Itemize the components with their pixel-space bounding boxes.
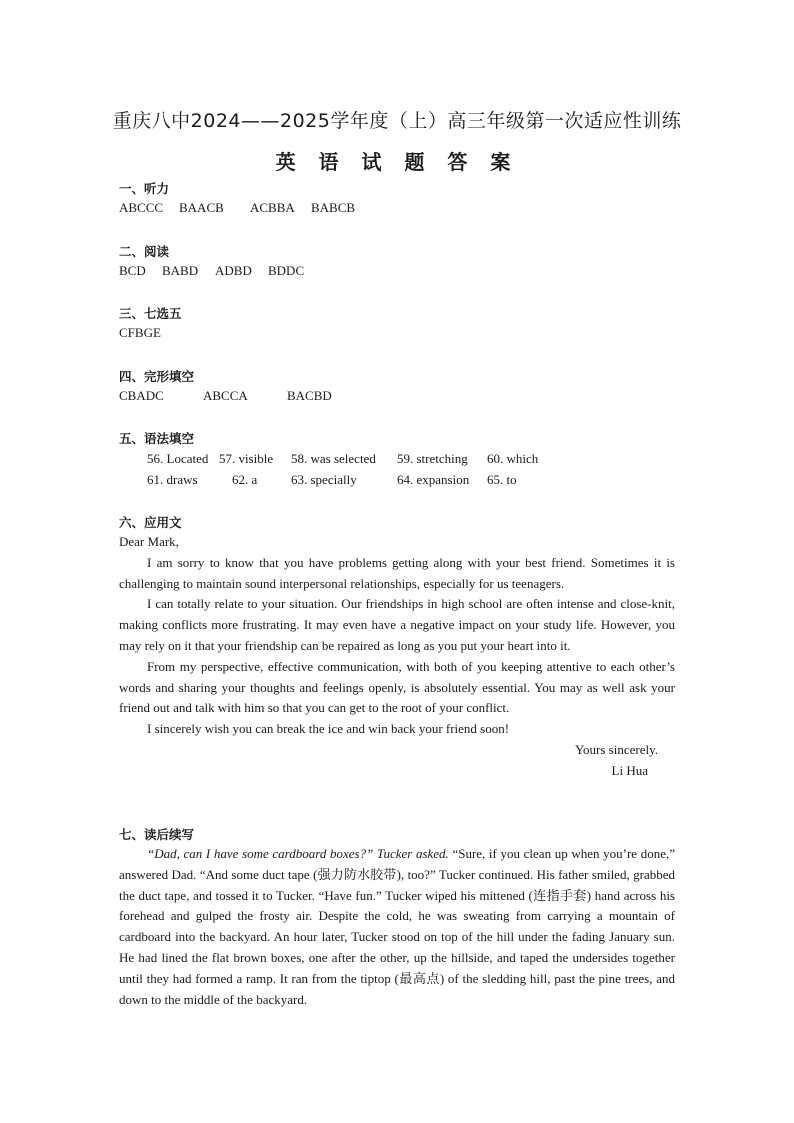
answer-group: BCD	[119, 263, 146, 278]
grammar-answer: 61. draws	[147, 472, 198, 487]
grammar-answer: 64. expansion	[397, 472, 470, 487]
grammar-answer: 62. a	[232, 472, 258, 487]
answer-group: BABD	[162, 263, 199, 278]
grammar-answer: 59. stretching	[397, 451, 468, 466]
answer-group: CBADC	[119, 388, 164, 403]
answer-group: BABCB	[311, 200, 356, 215]
answer-line	[119, 261, 675, 281]
answer-group: BAACB	[179, 200, 224, 215]
section-reading	[119, 243, 675, 281]
letter-signature: Li Hua	[611, 762, 648, 778]
letter-paragraph: I sincerely wish you can break the ice and win back your friend soon!	[147, 721, 510, 737]
section-grammar	[119, 430, 675, 490]
letter-paragraph: I can totally relate to your situation. Our friendships in high school are often intense and close-knit, making conflicts more frustrating. It may even have a negative impact on your study life. However, you may rely on it that your friendship can be repaired as long as you put your heart into it.	[119, 596, 675, 653]
grammar-row	[119, 469, 675, 490]
grammar-answer: 56. Located	[147, 451, 209, 466]
letter-paragraph: I am sorry to know that you have problems getting along with your best friend. Sometimes it is challenging to maintain sound interpersonal relationships, especially for us teenagers.	[119, 554, 675, 591]
section-listening	[119, 180, 675, 218]
letter-salutation: Dear Mark,	[119, 534, 179, 549]
answer-line	[119, 323, 675, 343]
letter-paragraph: From my perspective, effective communication, with both of you keeping attentive to each other’s words and sharing your thoughts and feelings openly, is absolutely essential. You may as well ask your friend out and talk with him so that you can get to the root of your conflict.	[119, 658, 675, 716]
letter-closing: Yours sincerely.	[574, 741, 658, 757]
section-cloze	[119, 368, 675, 406]
section-heading: 四、完形填空	[119, 369, 195, 384]
section-heading: 六、应用文	[119, 515, 182, 530]
section-heading: 五、语法填空	[119, 431, 195, 446]
grammar-answer: 60. which	[487, 451, 539, 466]
story-paragraph	[119, 844, 675, 1010]
answer-group: ACBBA	[250, 200, 295, 215]
answer-group: CFBGE	[119, 325, 161, 340]
document-title: 重庆八中2024——2025学年度（上）高三年级第一次适应性训练	[112, 110, 682, 132]
grammar-row	[119, 448, 675, 469]
section-heading: 二、阅读	[119, 244, 170, 259]
section-applied-writing	[119, 514, 675, 782]
grammar-answer: 63. specially	[291, 472, 357, 487]
section-heading: 七、读后续写	[119, 827, 195, 842]
story-text: “Sure, if you clean up when you’re done,” answered Dad. “And some duct tape (强力防水胶带), too?” Tucker continued. His father smiled, grabbed the duct tape, and tossed it to Tucker. “Have fun.” Tucker wiped his mittened (连指手套) hand across his forehead and gulped the frosty air. Despite the cold, he was sweating from carrying a mountain of cardboard into the backyard. An hour later, Tucker stood on top of the hill under the fading January sun. He had lined the flat brown boxes, one after the other, up the hillside, and taped the undersides together until they had formed a ramp. It ran from the tiptop (最高点) of the sledding hill, past the pine trees, and down to the middle of the backyard.	[119, 846, 675, 1007]
section-heading: 三、七选五	[119, 306, 182, 321]
answer-group: ADBD	[215, 263, 252, 278]
answer-group: BACBD	[287, 388, 332, 403]
document-subtitle: 英 语 试 题 答 案	[275, 150, 519, 174]
grammar-answer: 58. was selected	[291, 451, 376, 466]
grammar-answer: 65. to	[487, 472, 517, 487]
answer-group: BDDC	[268, 263, 305, 278]
grammar-answer: 57. visible	[219, 451, 274, 466]
answer-line	[119, 198, 675, 218]
section-seven-choose-five	[119, 305, 675, 343]
answer-line	[119, 386, 675, 406]
answer-group: ABCCA	[203, 388, 248, 403]
story-opening-italic: “Dad, can I have some cardboard boxes?” Tucker asked.	[147, 846, 449, 861]
section-continuation-writing	[119, 826, 675, 1010]
answer-group: ABCCC	[119, 200, 164, 215]
section-heading: 一、听力	[119, 181, 170, 196]
